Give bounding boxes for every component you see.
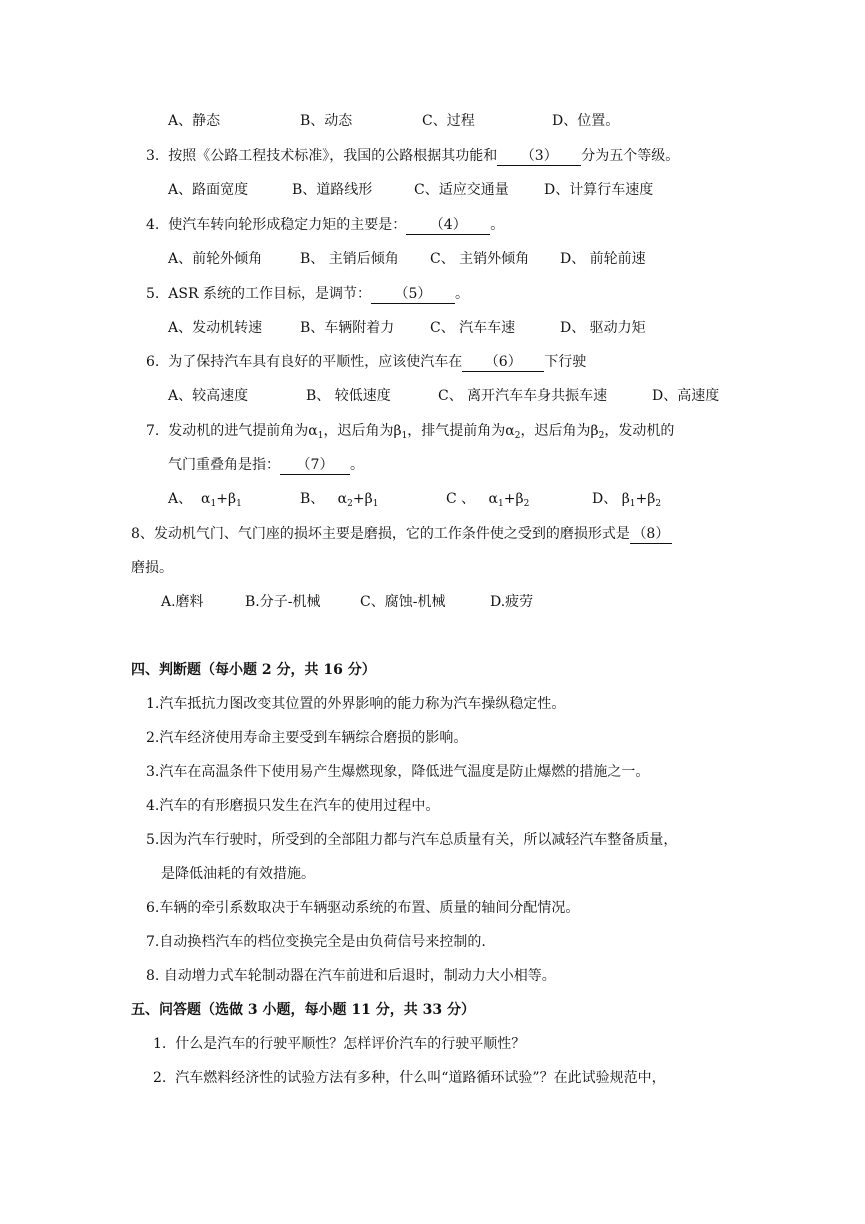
q4-option-c: C、 主销外倾角	[430, 251, 530, 267]
q6-option-d: D、高速度	[652, 388, 720, 404]
q5-option-d: D、 驱动力矩	[560, 320, 646, 336]
question-text: ASR 系统的工作目标，是调节：	[168, 286, 371, 302]
judgment-item-1: 1.汽车抵抗力图改变其位置的外界影响的能力称为汽车操纵稳定性。	[146, 696, 566, 712]
section-4-heading: 四、判断题（每小题 2 分，共 16 分）	[131, 662, 376, 678]
q6-option-a: A、较高速度	[168, 388, 249, 404]
question-text: 气门重叠角是指：	[168, 457, 280, 473]
essay-item-2	[153, 1068, 666, 1088]
question-text-tail: 下行驶	[544, 354, 587, 370]
judgment-item-6: 6.车辆的牵引系数取决于车辆驱动系统的布置、质量的轴间分配情况。	[146, 900, 580, 916]
question-7	[146, 421, 674, 446]
q4-option-b: B、 主销后倾角	[300, 251, 399, 267]
q4-option-d: D、 前轮前速	[560, 251, 646, 267]
judgment-item-5-cont: 是降低油耗的有效措施。	[161, 866, 315, 882]
essay-item-1	[153, 1034, 525, 1054]
section-5-heading: 五、问答题（选做 3 小题，每小题 11 分，共 33 分）	[131, 1002, 475, 1018]
question-number: 1.	[153, 1036, 167, 1052]
answer-blank: （6）	[462, 353, 544, 372]
q5-option-a: A、发动机转速	[168, 320, 263, 336]
q2-option-a: A、静态	[168, 113, 221, 129]
question-3	[146, 146, 679, 166]
question-7-line-2	[168, 455, 364, 475]
question-text: 为了保持汽车具有良好的平顺性，应该使汽车在	[168, 354, 463, 370]
judgment-item-4: 4.汽车的有形磨损只发生在汽车的使用过程中。	[146, 798, 440, 814]
question-text-tail: 。	[350, 457, 364, 473]
q8-option-b: B.分子-机械	[245, 594, 321, 610]
question-5	[146, 284, 469, 304]
q2-option-d: D、位置。	[552, 113, 620, 129]
q7-option-c: C 、 $\alpha_1+\beta_2$	[446, 491, 530, 509]
question-text-tail: 。	[490, 217, 505, 233]
answer-blank: （8）	[630, 525, 672, 544]
q3-option-a: A、路面宽度	[168, 182, 249, 198]
q8-option-c: C、腐蚀-机械	[360, 594, 446, 610]
judgment-item-3: 3.汽车在高温条件下使用易产生爆燃现象，降低进气温度是防止爆燃的措施之一。	[146, 764, 650, 780]
answer-blank: （4）	[406, 216, 490, 235]
question-8	[131, 524, 672, 544]
judgment-item-8: 8. 自动增力式车轮制动器在汽车前进和后退时，制动力大小相等。	[146, 968, 556, 984]
question-number: 3.	[146, 148, 160, 164]
question-4	[146, 215, 504, 235]
answer-blank: （5）	[371, 285, 455, 304]
q7-option-b: B、 $\alpha_2+\beta_1$	[300, 491, 379, 509]
question-text: 按照《公路工程技术标准》，我国的公路根据其功能和	[168, 148, 498, 164]
q5-option-c: C、 汽车车速	[430, 320, 516, 336]
question-number: 4.	[146, 217, 160, 233]
q7-option-d: D、 $\beta_1+\beta_2$	[592, 491, 662, 509]
q6-option-b: B、 较低速度	[306, 388, 391, 404]
q2-option-c: C、过程	[422, 113, 475, 129]
question-number: 5.	[146, 286, 160, 302]
q4-option-a: A、前轮外倾角	[168, 251, 263, 267]
q7-option-a: A、 $\alpha_1+\beta_1$	[168, 491, 242, 509]
q3-option-c: C、适应交通量	[414, 182, 509, 198]
question-text: 汽车燃料经济性的试验方法有多种，什么叫“道路循环试验”？在此试验规范中，	[175, 1070, 666, 1086]
question-number: 6.	[146, 354, 160, 370]
answer-blank: （3）	[497, 147, 581, 166]
question-8-line-2: 磨损。	[131, 560, 173, 576]
question-number: 2.	[153, 1070, 167, 1086]
q2-option-b: B、动态	[300, 113, 353, 129]
judgment-item-7: 7.自动换档汽车的档位变换完全是由负荷信号来控制的.	[146, 934, 486, 950]
question-text: 使汽车转向轮形成稳定力矩的主要是：	[168, 217, 407, 233]
judgment-item-2: 2.汽车经济使用寿命主要受到车辆综合磨损的影响。	[146, 730, 468, 746]
question-text: 什么是汽车的行驶平顺性？怎样评价汽车的行驶平顺性？	[175, 1036, 526, 1052]
question-text-tail: 。	[454, 286, 469, 302]
q8-option-d: D.疲劳	[490, 594, 534, 610]
q6-option-c: C、 离开汽车车身共振车速	[438, 388, 608, 404]
question-text: 发动机的进气提前角为$\alpha_1$，迟后角为$\beta_1$，排气提前角为$\alpha_2$，迟后角为$\beta_2$，发动机的	[168, 423, 675, 441]
question-6	[146, 352, 586, 372]
q3-option-b: B、道路线形	[292, 182, 373, 198]
question-number: 7.	[146, 423, 160, 439]
answer-blank: （7）	[280, 456, 350, 475]
judgment-item-5: 5.因为汽车行驶时，所受到的全部阻力都与汽车总质量有关，所以减轻汽车整备质量，	[146, 832, 678, 848]
q5-option-b: B、车辆附着力	[300, 320, 395, 336]
question-text-tail: 分为五个等级。	[581, 148, 680, 164]
q3-option-d: D、计算行车速度	[544, 182, 654, 198]
q8-option-a: A.磨料	[161, 594, 204, 610]
question-text: 8、发动机气门、气门座的损坏主要是磨损，它的工作条件使之受到的磨损形式是	[131, 526, 630, 542]
